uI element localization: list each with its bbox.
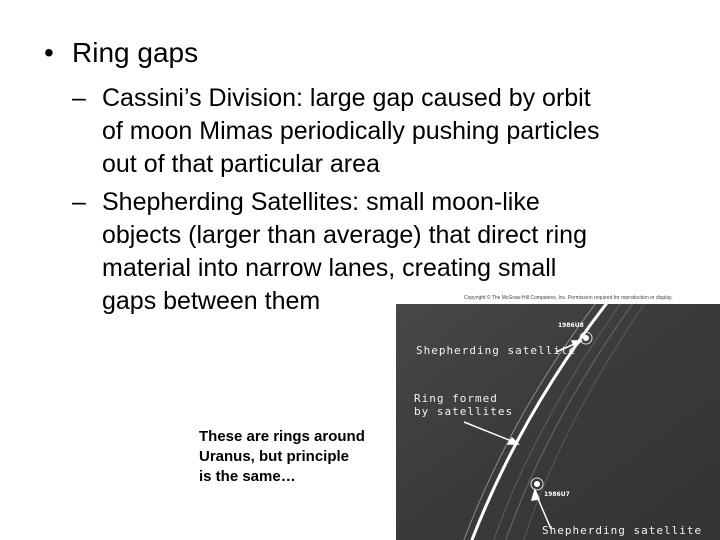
subpoint-line: out of that particular area — [102, 150, 380, 178]
uranus-note — [199, 427, 365, 487]
uranus-ring-photo — [396, 304, 720, 540]
label-by-satellites: by satellites — [414, 405, 514, 418]
label-shepherding-top: Shepherding satellite — [416, 344, 577, 357]
photo-copyright-caption: Copyright © The McGraw-Hill Companies, Inc. Permission required for reproduction or display. — [464, 295, 673, 301]
subpoint-cassini-division — [72, 82, 672, 181]
bullet-symbol: • — [44, 37, 54, 68]
satellite-tag-bottom: 1986U7 — [544, 491, 570, 498]
bullet-title: Ring gaps — [72, 37, 199, 68]
main-bullet — [44, 36, 198, 70]
ring-photo-figure — [396, 290, 720, 540]
label-shepherding-bottom: Shepherding satellite — [542, 524, 703, 537]
subpoint-line: of moon Mimas periodically pushing particles — [102, 117, 600, 145]
note-line: These are rings around — [199, 428, 365, 445]
note-line: is the same… — [199, 468, 296, 485]
subpoint-line: gaps between them — [102, 287, 321, 315]
subpoint-dash: – — [72, 188, 86, 216]
subpoint-line: objects (larger than average) that direct ring — [102, 221, 587, 249]
ring-photo-image — [396, 304, 720, 540]
subpoint-dash: – — [72, 84, 86, 112]
label-ring-formed: Ring formed — [414, 392, 498, 405]
subpoint-line: Cassini’s Division: large gap caused by orbit — [102, 84, 591, 112]
subpoint-line: material into narrow lanes, creating small — [102, 254, 557, 282]
subpoint-line: Shepherding Satellites: small moon-like — [102, 188, 540, 216]
note-line: Uranus, but principle — [199, 448, 350, 465]
shepherd-satellite-bottom — [534, 481, 540, 487]
satellite-tag-top: 1986U8 — [558, 322, 584, 329]
shepherd-satellite-top — [583, 335, 589, 341]
